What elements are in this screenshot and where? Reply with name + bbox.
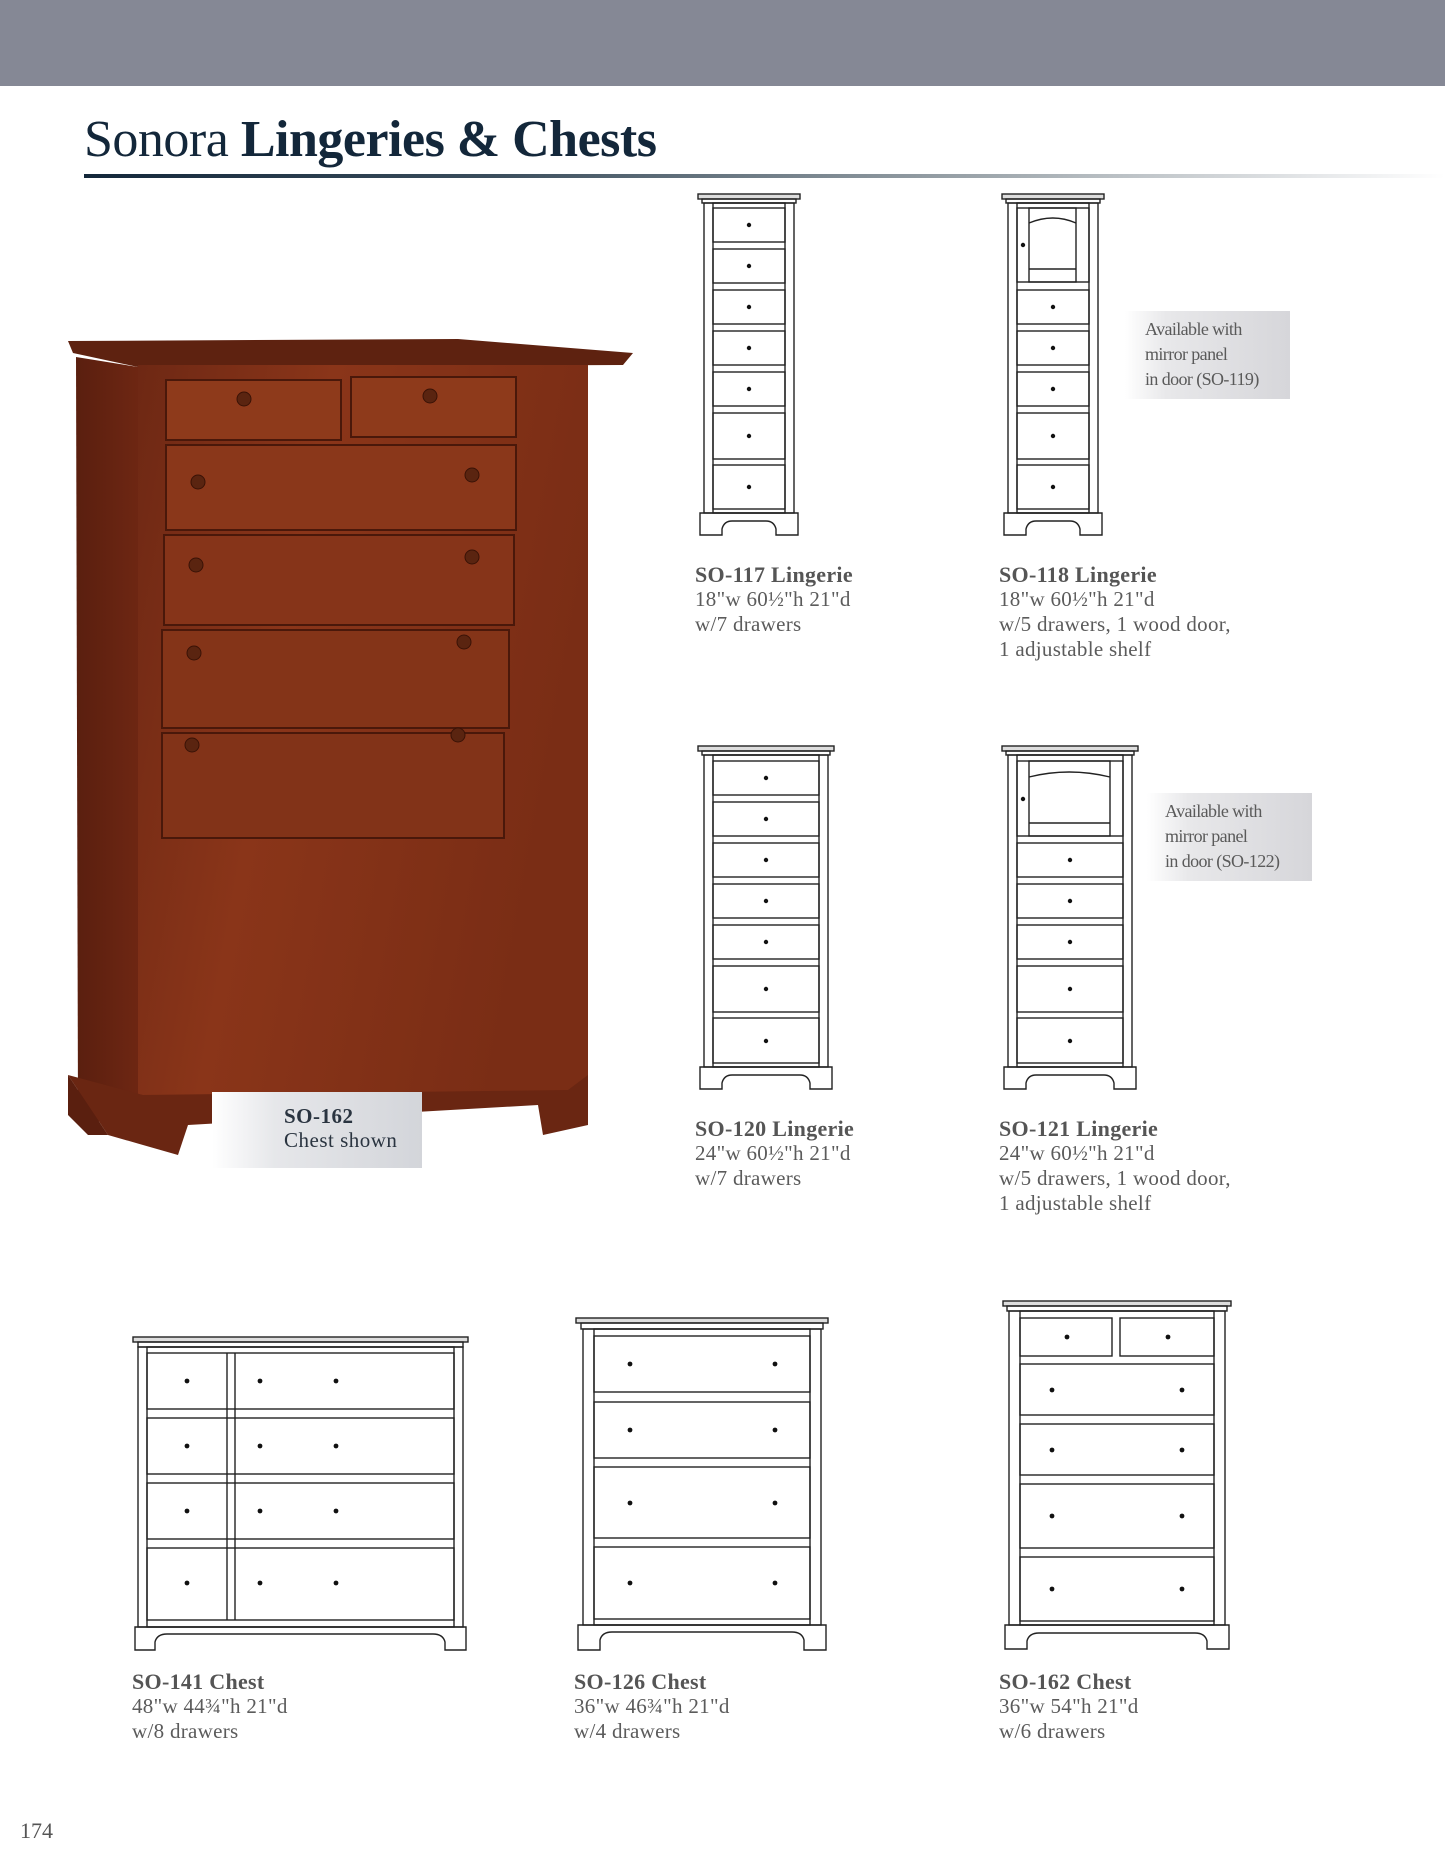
product-details: w/8 drawers bbox=[132, 1719, 239, 1743]
so-141-label bbox=[132, 1669, 288, 1744]
so-126-label bbox=[574, 1669, 730, 1744]
product-name: SO-126 Chest bbox=[574, 1669, 707, 1694]
product-dimensions: 24"w 60½"h 21"d bbox=[999, 1141, 1155, 1165]
product-name: SO-117 Lingerie bbox=[695, 562, 853, 587]
so-118-label bbox=[999, 562, 1231, 662]
so-118-mirror-note bbox=[1125, 311, 1290, 399]
product-dimensions: 48"w 44¾"h 21"d bbox=[132, 1694, 288, 1718]
page-title bbox=[84, 110, 656, 170]
product-details: w/5 drawers, 1 wood door, bbox=[999, 612, 1231, 636]
note-line: mirror panel bbox=[1165, 826, 1248, 846]
note-line: in door (SO-119) bbox=[1145, 369, 1259, 389]
so-121-mirror-note bbox=[1147, 793, 1312, 881]
so-126-drawing[interactable] bbox=[575, 1317, 829, 1653]
so-118-drawing[interactable] bbox=[1001, 193, 1105, 539]
product-name: SO-141 Chest bbox=[132, 1669, 265, 1694]
so-120-drawing[interactable] bbox=[697, 745, 835, 1093]
product-details: 1 adjustable shelf bbox=[999, 637, 1152, 661]
page-number: 174 bbox=[20, 1818, 53, 1843]
header-bar bbox=[0, 0, 1445, 86]
product-name: SO-120 Lingerie bbox=[695, 1116, 855, 1141]
so-117-drawing[interactable] bbox=[697, 193, 801, 539]
product-name: SO-162 Chest bbox=[999, 1669, 1132, 1694]
so-120-label bbox=[695, 1116, 854, 1191]
product-name: SO-121 Lingerie bbox=[999, 1116, 1159, 1141]
so-162-drawing[interactable] bbox=[1002, 1300, 1232, 1652]
note-line: in door (SO-122) bbox=[1165, 851, 1280, 871]
title-underline bbox=[84, 174, 1445, 178]
product-details: w/4 drawers bbox=[574, 1719, 681, 1743]
product-details: w/7 drawers bbox=[695, 612, 802, 636]
product-details: w/7 drawers bbox=[695, 1166, 802, 1190]
product-details: 1 adjustable shelf bbox=[999, 1191, 1152, 1215]
product-dimensions: 24"w 60½"h 21"d bbox=[695, 1141, 851, 1165]
product-details: w/6 drawers bbox=[999, 1719, 1106, 1743]
product-dimensions: 36"w 54"h 21"d bbox=[999, 1694, 1139, 1718]
note-line: mirror panel bbox=[1145, 344, 1228, 364]
note-line: Available with bbox=[1145, 319, 1242, 339]
so-121-label bbox=[999, 1116, 1231, 1216]
so-141-drawing[interactable] bbox=[132, 1336, 469, 1653]
so-117-label bbox=[695, 562, 853, 637]
photo-caption-text: Chest shown bbox=[284, 1128, 398, 1152]
product-dimensions: 18"w 60½"h 21"d bbox=[999, 587, 1155, 611]
product-details: w/5 drawers, 1 wood door, bbox=[999, 1166, 1231, 1190]
note-line: Available with bbox=[1165, 801, 1262, 821]
product-dimensions: 18"w 60½"h 21"d bbox=[695, 587, 851, 611]
photo-caption bbox=[212, 1092, 422, 1168]
photo-caption-code: SO-162 bbox=[284, 1104, 354, 1128]
so-121-drawing[interactable] bbox=[1001, 745, 1139, 1093]
so-162-label bbox=[999, 1669, 1139, 1744]
chest-photo bbox=[68, 335, 640, 1165]
product-name: SO-118 Lingerie bbox=[999, 562, 1157, 587]
title-category: Lingeries & Chests bbox=[240, 111, 657, 168]
title-series: Sonora bbox=[84, 111, 229, 168]
product-dimensions: 36"w 46¾"h 21"d bbox=[574, 1694, 730, 1718]
